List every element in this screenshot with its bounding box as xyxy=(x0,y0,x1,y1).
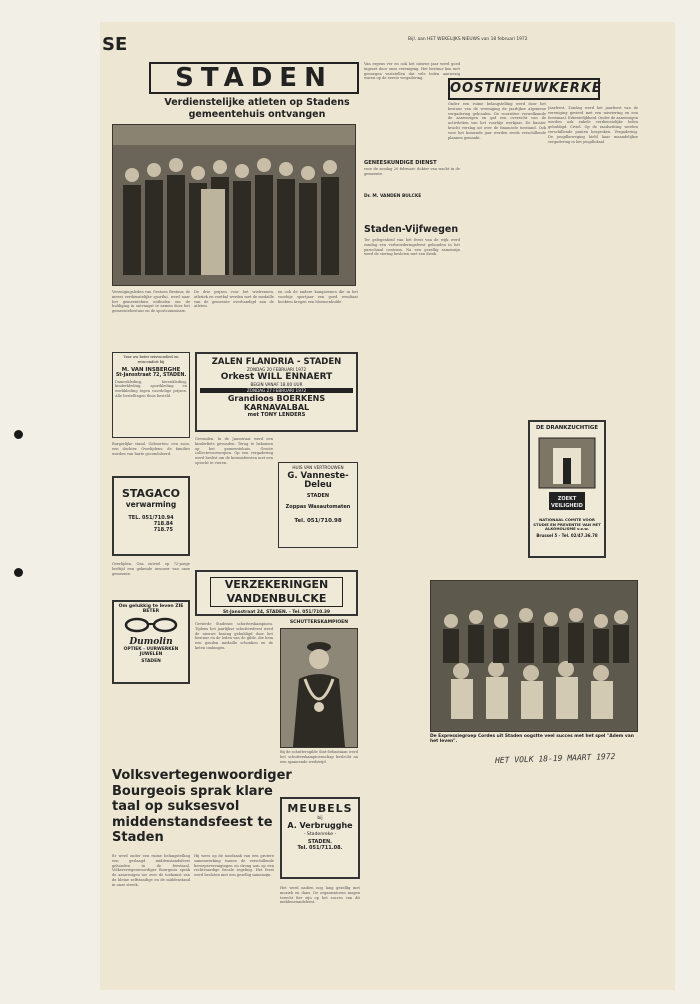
optiek-ad xyxy=(112,600,190,684)
verzekeringen-line: St-Jansstraat 24, STADEN. - Tel. 051/710.39 xyxy=(222,610,331,615)
optiek-intro: Om gelukkig te leven ZIE BETER xyxy=(118,604,184,614)
text-bottom-1: Er werd onder een ruime belangstelling een geslaagd middenstandsfeest gehouden in de feestzaal. Volksvertegenwoordiger Bourgeois sprak de aanwezigen toe over de toekomst van de kleine zelfstandige en de middenstand in onze streek. xyxy=(112,854,190,887)
zalen-orchestra: Orkest WILL ENNAERT xyxy=(220,372,333,382)
stagaco-tel: TEL. 051/710.94 xyxy=(128,515,174,521)
binder-hole-lower xyxy=(14,568,23,577)
insberghe-name: M. VAN INSBERGHE xyxy=(121,366,181,373)
text-right-col-1: Onder een ruime belangstelling werd door het bestuur van de vereniging de jaarlijkse algemene vergadering gehouden. De voorzitter verwelkomde de aanwezigen en gaf een overzicht van de activiteiten van het voorbije werkjaar. De kassier bracht verslag uit over de financiele toestand. Ook voor het komende jaar werden reeds verschillende plannen gemaakt. xyxy=(448,102,546,140)
zalen-title: ZALEN FLANDRIA - STADEN xyxy=(211,357,342,367)
drank-org: NATIONAAL COMITE VOOR STUDIE EN PREVENTIE VAN HET ALKOHOLISME v.z.w. xyxy=(533,517,601,532)
insberghe-body: Dameskleding, herenkleding, kinderkleding, sportkleding en werkkleding tegen voordelige prijzen. Alle bestellingen thuis besteld. xyxy=(115,379,187,398)
text-col-1b: Burgerlijke stand. Geboorten: een zoon, een dochter. Overlijdens: de families worden van harte gecondoleerd. xyxy=(112,442,190,456)
text-gevonden: Gevonden. In de Jansstraat werd een kinderfiets gevonden. Terug te bekomen op het gemeentehuis. Groote collectevoorwerpen. Op een vergadering werd beslist om de kermisfeesten met een optocht te vieren. xyxy=(195,437,273,465)
text-col-1: Verenigingsleden van Gestoen Bestuur, de meest verdienstelijke sportlui, werd naar het gemeentehuis ontboden om de huldiging in ontvangst te nemen door het gemeentebestuur en de sportcommissie. xyxy=(112,290,190,314)
staden-masthead xyxy=(149,62,359,94)
zalen-flandria-ad xyxy=(195,352,358,432)
staden-masthead-text: STADEN xyxy=(175,63,333,93)
stagaco-n1: 718.84 xyxy=(153,521,173,527)
meubels-sub: - Stadenreke - xyxy=(303,832,337,837)
text-mid-1: Van ergens ver en ook het nieuwe jaar werd goed ingezet door onze vereniging. Het bestuur kon met genoegen vaststellen dat vele leden aanwezig waren op de eerste vergadering. xyxy=(364,62,460,81)
text-bottom-2: Hij wees op de noodzaak van een grotere samenwerking tussen de verschillende beroepsverenigingen en drong aan op een rechtvaardige fiscale regeling. Het feest werd besloten met een gezellig samenzijn. xyxy=(194,854,274,878)
text-right-col-2: Jaarfeest. Zondag werd het jaarfeest van de vereniging gevierd met een misviering en een feestmaal. Erkentelijkheid. Onder de aanwezigen werden ook enkele verdienstelijke leden gehuldigd. Civiel. Op de raadszitting werden verschillende punten besproken. Vergadering. De jeugdbeweging hield haar maandelijkse vergadering in het jeugdlokaal. xyxy=(548,106,638,144)
page-corner-letters: SE xyxy=(102,34,128,55)
drank-sign-line1: ZOEKT xyxy=(557,496,577,502)
verzekeringen-ad xyxy=(195,570,358,616)
geneeskundige-dienst-text: voor de zondag 20 februari: dokter van wacht in de gemeente. xyxy=(364,167,460,176)
meubels-town: STADEN. xyxy=(307,839,333,845)
stagaco-n2: 718.75 xyxy=(153,527,173,533)
optiek-town: STADEN xyxy=(141,659,161,664)
optiek-sub: OPTIEK - UURWERKEN JUWELEN xyxy=(123,647,179,657)
meubels-title: MEUBELS xyxy=(287,802,353,815)
zalen-met: met TONY LENDERS xyxy=(247,412,306,418)
meubels-ad: MEUBELS bij A. Verbrugghe - Stadenreke - STADEN. Tel. 051/711.08. xyxy=(280,797,360,879)
text-schutters: Gevierde Stadense schutterskampioen. Tijdens het jaarlijkse schuttersfeest werd de nieuwe koning gehuldigd door het bestuur en de leden van de gilde, die hem een gouden medaille schonken en de keten omhingen. xyxy=(195,622,273,650)
stagaco-name: STAGACO xyxy=(121,487,181,500)
text-vijfwegen: Ter gelegenheid van het feest van de wijk werd zondag een verbroederingsfeest gehouden in het parochiaal centrum. Na een gezellig samenzijn werd de viering besloten met een drink. xyxy=(364,238,460,257)
staden-vijfwegen-title: Staden-Vijfwegen xyxy=(364,224,459,235)
newspaper-clipping xyxy=(100,22,675,990)
insberghe-intro: Voor uw beter reisvoordeel en reiscomfort bij xyxy=(123,355,179,364)
champion-figure xyxy=(281,629,357,747)
glasses-icon xyxy=(121,617,181,633)
text-col-3: en ook de andere kampioenen die in het voorbije sportjaar een goed resultaat boekten kregen een bloemenhulde. xyxy=(278,290,358,304)
children-group-figures xyxy=(431,581,637,731)
meubels-tel: Tel. 051/711.08. xyxy=(297,845,343,851)
oostnieuwkerke-title: OOSTNIEUWKERKE xyxy=(450,81,602,96)
text-col-2: De drie prijzen voor het wielrennen, atletiek en voetbal werden met de medaille van de gemeente overhandigd aan de atleten. xyxy=(194,290,274,309)
expressiegroep-caption: De Expressiegroep Cordes uit Staden oogstte veel succes met het spel "Adem van het leven". xyxy=(430,734,634,745)
dienst-doctor: Dr. M. VANDEN BULCKE xyxy=(364,194,422,199)
vanneste-town: STADEN xyxy=(306,493,330,499)
group-photo-figures xyxy=(113,125,355,285)
verzekeringen-name: VERZEKERINGEN VANDENBULCKE xyxy=(210,577,343,607)
insberghe-address: St-Jansstraat 72, STADEN. xyxy=(115,372,187,378)
house-sign-icon xyxy=(533,434,601,514)
bourgeois-headline: Volksvertegenwoordiger Bourgeois sprak klare taal op suksesvol middenstandsfeest te Staden xyxy=(112,768,292,845)
vanneste-tel: Tel. 051/710.98 xyxy=(294,518,342,524)
zalen-start: BEGIN VANAF 18.00 UUR xyxy=(250,382,303,387)
stagaco-ad xyxy=(112,476,190,556)
geneeskundige-dienst-title: GENEESKUNDIGE DIENST xyxy=(364,160,437,166)
drank-title: DE DRANKZUCHTIGE xyxy=(535,425,599,431)
zalen-date1: ZONDAG 20 FEBRUARI 1972 xyxy=(246,367,307,372)
binder-hole-upper xyxy=(14,430,23,439)
text-schutters-2: Bij de schuttersgilde Sint-Sebastiaan werd het schutterskampioenschap beslecht na een spannende wedstrijd. xyxy=(280,750,358,764)
atleten-headline: Verdienstelijke atleten op Stadens gemeentehuis ontvangen xyxy=(164,97,350,120)
athletes-group-photo xyxy=(112,124,356,286)
text-bottom-3: Het werd nadien nog lang gezellig met muziek en dans. De organisatoren mogen terecht fier zijn op het succes van dit middenstandsfeest. xyxy=(280,886,360,905)
text-col-1c: Overlijden. Ons ontviel op 72-jarige leeftijd een gekende inwoner van onze gemeente. xyxy=(112,562,190,576)
oostnieuwkerke-masthead xyxy=(448,78,600,100)
insberghe-ad xyxy=(112,352,190,438)
schutterskampioen-title: SCHUTTERSKAMPIOEN xyxy=(289,620,349,625)
zalen-date2: ZONDAG 27 FEBRUARI 1972 xyxy=(200,388,353,393)
handwritten-note: HET VOLK 18-19 MAART 1972 xyxy=(494,751,616,766)
optiek-brand: Dumolin xyxy=(129,637,173,647)
zalen-event: Grandioos BOERKENS KARNAVALBAL xyxy=(227,394,326,412)
drank-sign-line2: VEILIGHEID xyxy=(551,503,583,509)
expressiegroep-photo xyxy=(430,580,638,732)
schutterskampioen-photo xyxy=(280,628,358,748)
running-head: Bijl. aan HET WEKELIJKS NIEUWS van 18 februari 1972 xyxy=(408,37,528,42)
vanneste-product: Zoppas Wasautomaten xyxy=(285,504,351,510)
vanneste-ad xyxy=(278,462,358,548)
drankzuchtige-ad xyxy=(528,420,606,558)
vanneste-head: HUIS VAN VERTROUWEN xyxy=(292,465,344,470)
vanneste-name: G. Vanneste-Deleu xyxy=(287,471,349,490)
meubels-name: A. Verbrugghe xyxy=(287,821,353,830)
drank-tel: Brussel 5 - Tel. 02/47.36.78 xyxy=(536,532,598,538)
stagaco-sub: verwarming xyxy=(125,500,177,509)
